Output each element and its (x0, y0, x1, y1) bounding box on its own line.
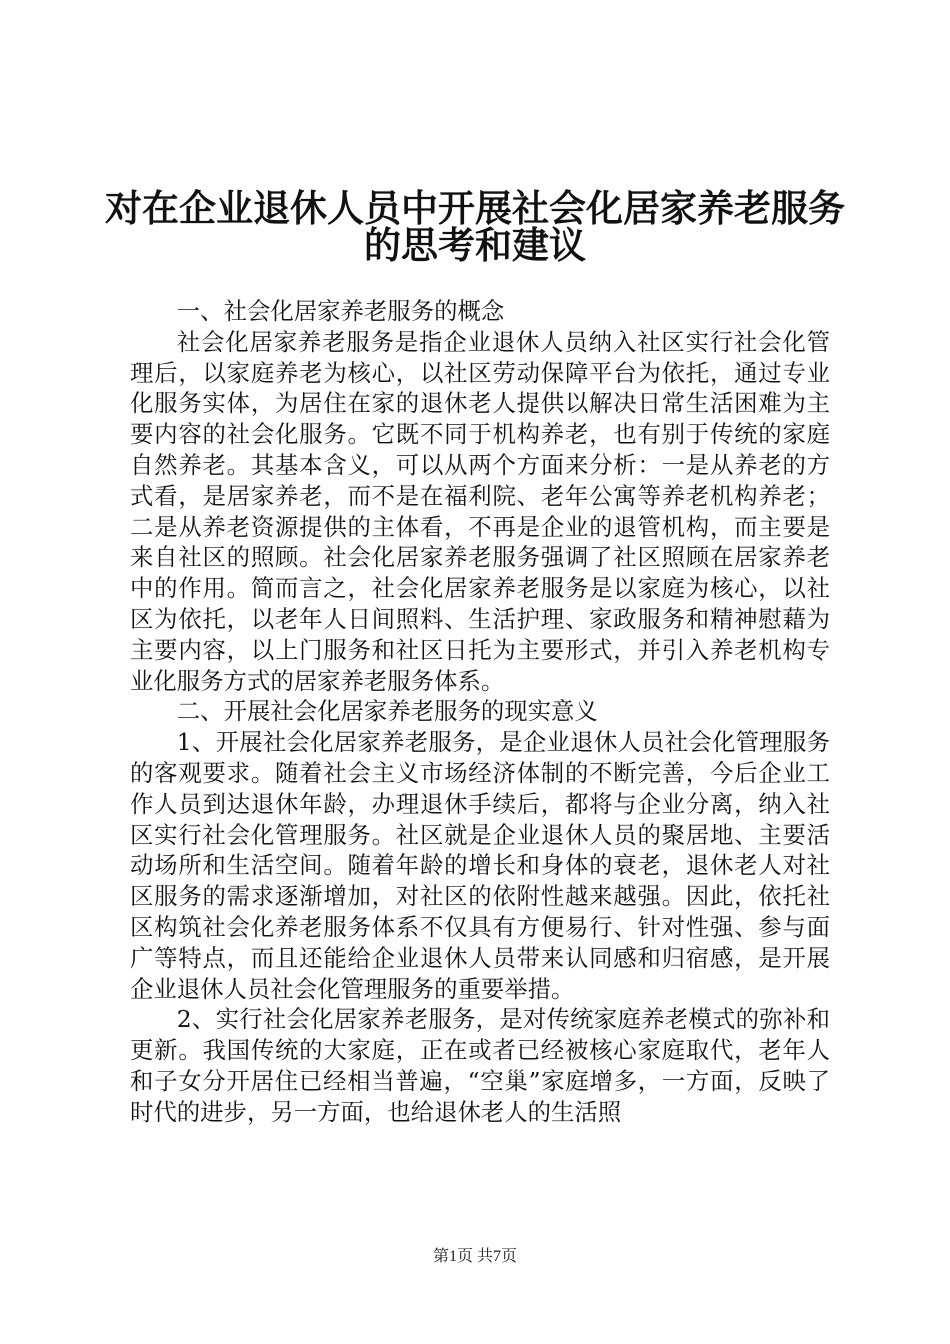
document-title-line-1: 对在企业退休人员中开展社会化居家养老服务 (105, 186, 845, 230)
section-heading-1: 一、社会化居家养老服务的概念 (176, 297, 505, 325)
body-paragraph: 2、实行社会化居家养老服务，是对传统家庭养老模式的弥补和更新。我国传统的大家庭，正在或者已经被核心家庭取代，老年人和子女分开居住已经相当普遍，“空巢”家庭增多，一方面，反映了时代的进步，另一方面，也给退休老人的生活照 (130, 1005, 830, 1126)
body-paragraph: 1、开展社会化居家养老服务，是企业退休人员社会化管理服务的客观要求。随着社会主义市场经济体制的不断完善，今后企业工作人员到达退休年龄，办理退休手续后，都将与企业分离，纳入社区实行社会化管理服务。社区就是企业退休人员的聚居地、主要活动场所和生活空间。随着年龄的增长和身体的衰老，退休老人对社区服务的需求逐渐增加，对社区的依附性越来越强。因此，依托社区构筑社会化养老服务体系不仅具有方便易行、针对性强、参与面广等特点，而且还能给企业退休人员带来认同感和归宿感，是开展企业退休人员社会化管理服务的重要举措。 (130, 728, 830, 1003)
body-paragraph: 社会化居家养老服务是指企业退休人员纳入社区实行社会化管理后，以家庭养老为核心，以社区劳动保障平台为依托，通过专业化服务实体，为居住在家的退休老人提供以解决日常生活困难为主要内容的社会化服务。它既不同于机构养老，也有别于传统的家庭自然养老。其基本含义，可以从两个方面来分析：一是从养老的方式看，是居家养老，而不是在福利院、老年公寓等养老机构养老；二是从养老资源提供的主体看，不再是企业的退管机构，而主要是来自社区的照顾。社会化居家养老服务强调了社区照顾在居家养老中的作用。简而言之，社会化居家养老服务是以家庭为核心，以社区为依托，以老年人日间照料、生活护理、家政服务和精神慰藉为主要内容，以上门服务和社区日托为主要形式，并引入养老机构专业化服务方式的居家养老服务体系。 (130, 327, 830, 695)
document-body (130, 296, 830, 1128)
document-title-line-2: 的思考和建议 (364, 223, 586, 267)
page-number-footer: 第1页 共7页 (432, 1248, 517, 1265)
section-heading-2: 二、开展社会化居家养老服务的现实意义 (176, 697, 598, 726)
